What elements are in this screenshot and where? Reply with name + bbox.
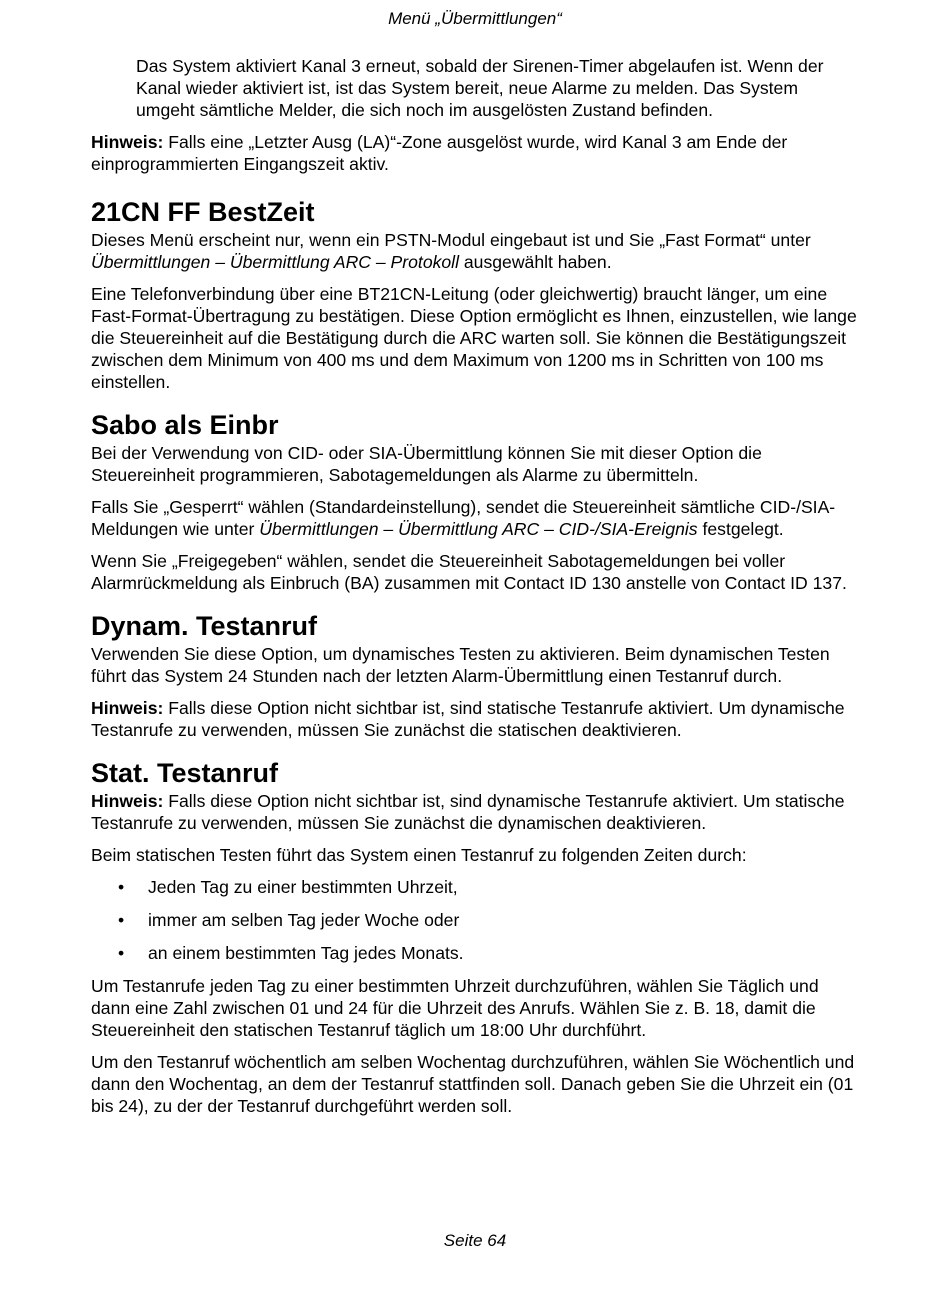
section-heading-dynam: Dynam. Testanruf (91, 611, 318, 641)
stat-paragraph-1: Beim statischen Testen führt das System einen Testanruf zu folgenden Zeiten durch: (91, 845, 747, 865)
list-item (91, 942, 861, 964)
bullet-icon: • (118, 910, 125, 930)
page-body (91, 55, 861, 1127)
sabo-paragraph-1: Bei der Verwendung von CID- oder SIA-Übermittlung können Sie mit dieser Option die Steuereinheit programmieren, Sabotagemeldungen als Alarme zu übermitteln. (91, 443, 762, 485)
text-run: festgelegt. (697, 519, 784, 539)
stat-note (91, 790, 861, 834)
stat-paragraph-3: Um den Testanruf wöchentlich am selben Wochentag durchzuführen, wählen Sie Wöchentlich und dann den Wochentag, an dem der Testanruf stattfinden soll. Danach geben Sie die Uhrzeit ein (01 bis 24), zu der der Testanruf durchgeführt werden soll. (91, 1052, 855, 1116)
intro-note (91, 131, 861, 175)
dynam-paragraph-1: Verwenden Sie diese Option, um dynamisches Testen zu aktivieren. Beim dynamischen Testen führt das System 24 Stunden nach der letzten Alarm-Übermittlung einen Testanruf durch. (91, 644, 830, 686)
bestzeit-paragraph-1 (91, 229, 861, 273)
bestzeit-paragraph-2: Eine Telefonverbindung über eine BT21CN-Leitung (oder gleichwertig) braucht länger, um eine Fast-Format-Übertragung zu bestätigen. Diese Option ermöglicht es Ihnen, einzustellen, wie lange die Steuereinheit auf die Bestätigung durch die ARC warten soll. Sie können die Bestätigungszeit zwischen dem Minimum von 400 ms und dem Maximum von 1200 ms in Schritten von 100 ms einstellen. (91, 284, 857, 392)
text-run: ausgewählt haben. (459, 252, 612, 272)
list-item (91, 909, 861, 931)
section-heading-bestzeit: 21CN FF BestZeit (91, 197, 315, 227)
note-label: Hinweis: (91, 698, 164, 718)
section-heading-sabo: Sabo als Einbr (91, 410, 279, 440)
list-item (91, 876, 861, 898)
note-label: Hinweis: (91, 791, 164, 811)
sabo-paragraph-3: Wenn Sie „Freigegeben“ wählen, sendet die Steuereinheit Sabotagemeldungen bei voller Alarmrückmeldung als Einbruch (BA) zusammen mit Contact ID 130 anstelle von Contact ID 137. (91, 551, 847, 593)
list-item-text: an einem bestimmten Tag jedes Monats. (148, 943, 464, 963)
note-text: Falls eine „Letzter Ausg (LA)“-Zone ausgelöst wurde, wird Kanal 3 am Ende der einprogrammierten Eingangszeit aktiv. (91, 132, 788, 174)
menu-path: Übermittlungen – Übermittlung ARC – Protokoll (91, 252, 459, 272)
page-number: Seite 64 (443, 1231, 507, 1250)
intro-paragraph: Das System aktiviert Kanal 3 erneut, sobald der Sirenen-Timer abgelaufen ist. Wenn der Kanal wieder aktiviert ist, ist das System bereit, neue Alarme zu melden. Das System umgeht sämtliche Melder, die sich noch im ausgelösten Zustand befinden. (136, 56, 824, 120)
text-run: Falls Sie „Gesperrt“ wählen (Standardeinstellung), sendet die Steuereinheit sämtliche CID-/SIA-Meldungen wie unter (91, 497, 836, 539)
dynam-note (91, 697, 861, 741)
text-run: Dieses Menü erscheint nur, wenn ein PSTN-Modul eingebaut ist und Sie „Fast Format“ unter (91, 230, 811, 250)
bullet-icon: • (118, 943, 125, 963)
section-heading-stat: Stat. Testanruf (91, 758, 279, 788)
list-item-text: Jeden Tag zu einer bestimmten Uhrzeit, (148, 877, 458, 897)
note-text: Falls diese Option nicht sichtbar ist, sind dynamische Testanrufe aktiviert. Um statische Testanrufe zu verwenden, müssen Sie zunächst die dynamischen deaktivieren. (91, 791, 845, 833)
menu-path: Übermittlungen – Übermittlung ARC – CID-/SIA-Ereignis (259, 519, 698, 539)
sabo-paragraph-2 (91, 496, 861, 540)
running-header: Menü „Übermittlungen“ (388, 9, 562, 28)
bullet-icon: • (118, 877, 125, 897)
bullet-list (91, 876, 861, 964)
stat-paragraph-2: Um Testanrufe jeden Tag zu einer bestimmten Uhrzeit durchzuführen, wählen Sie Täglich und dann eine Zahl zwischen 01 und 24 für die Uhrzeit des Anrufs. Wählen Sie z. B. 18, damit die Steuereinheit den statischen Testanruf täglich um 18:00 Uhr durchführt. (91, 976, 819, 1040)
list-item-text: immer am selben Tag jeder Woche oder (148, 910, 460, 930)
note-text: Falls diese Option nicht sichtbar ist, sind statische Testanrufe aktiviert. Um dynamische Testanrufe zu verwenden, müssen Sie zunächst die statischen deaktivieren. (91, 698, 845, 740)
note-label: Hinweis: (91, 132, 164, 152)
